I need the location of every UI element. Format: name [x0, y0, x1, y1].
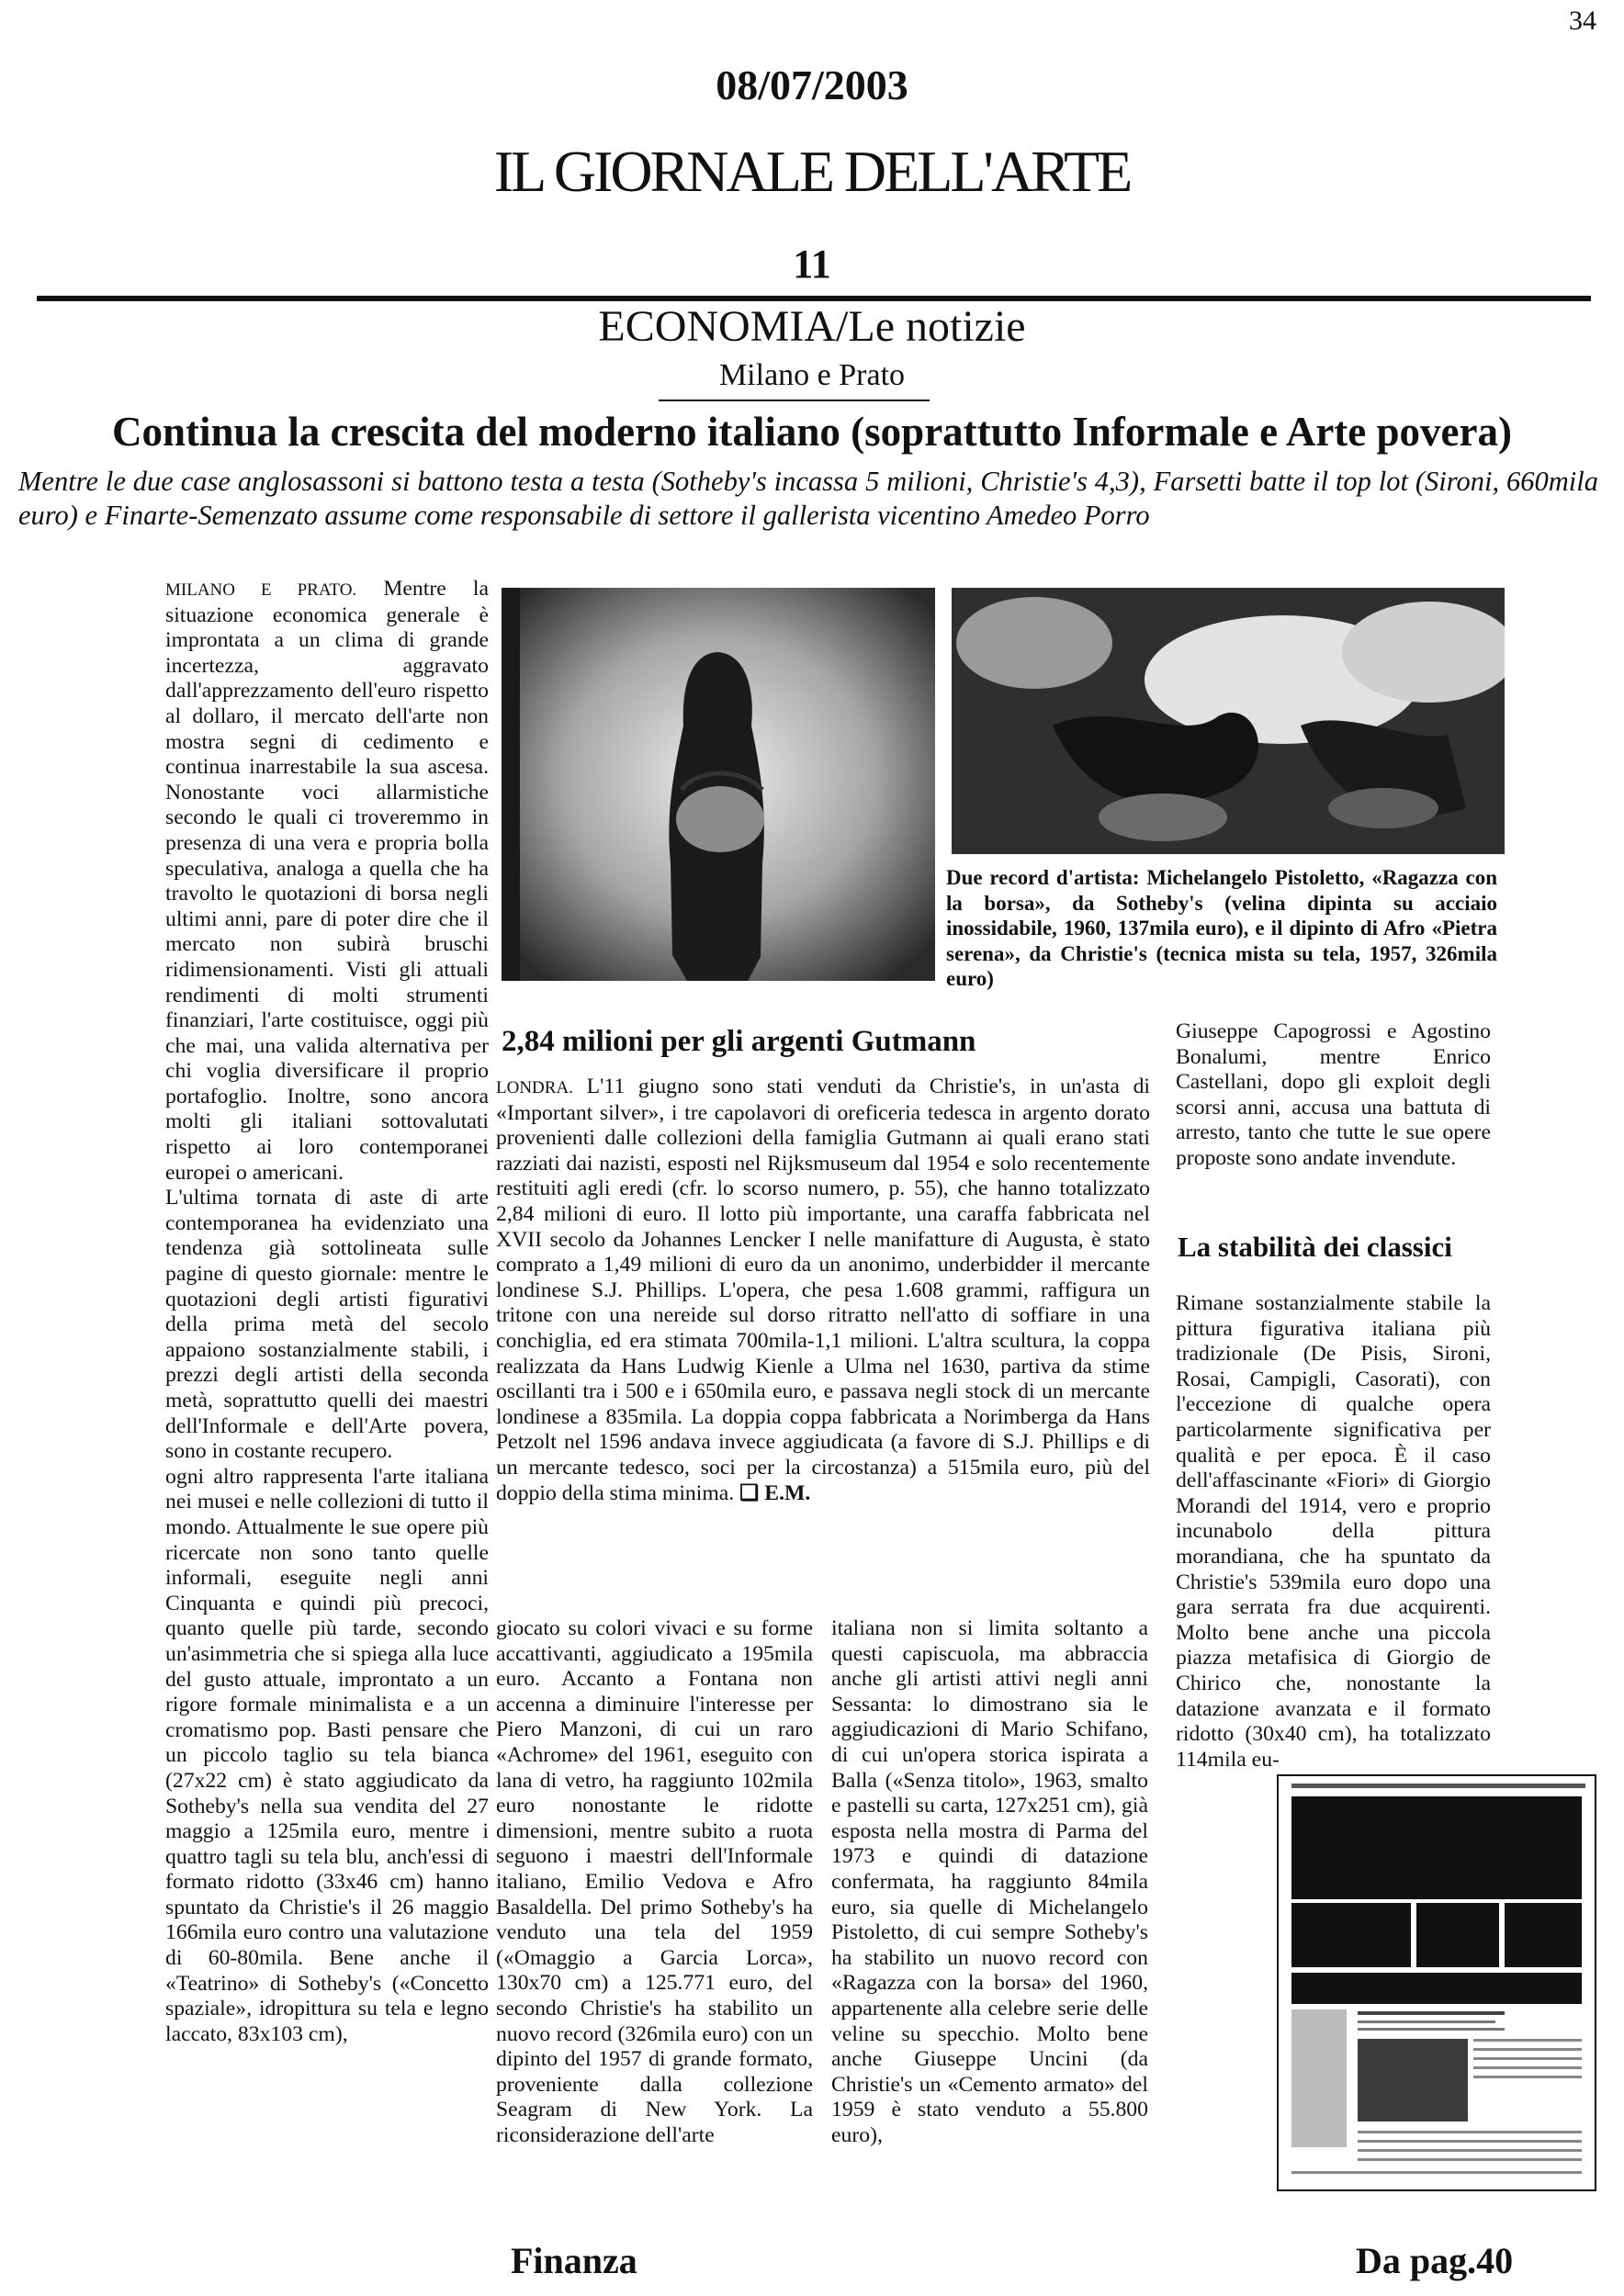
article-paragraph: Rimane sostanzialmente stabile la pittura figurativa italiana più tradizionale (De Pisis, Sironi, Rosai, Campigli, Casorati), con l'eccezione di qualche opera particolarmente significativa per qualità e per epoca. È il caso dell'affascinante «Fiori» di Giorgio Morandi del 1914, vero e proprio incunabolo della pittura morandiana, che ha spuntato da Christie's 539mila euro dopo una gara serrata fra due acquirenti. Molto bene anche una piccola piazza metafisica di Giorgio de Chirico che, nonostante la datazione avanzata e il formato ridotto (30x40 cm), ha totalizzato 114mila eu-	[1176, 1291, 1491, 1772]
newspaper-thumbnail	[1277, 1774, 1596, 2191]
footer-page-reference: Da pag.40	[1356, 2240, 1514, 2281]
footer-section-label: Finanza	[511, 2240, 637, 2281]
section-title: ECONOMIA/Le notizie	[598, 302, 1026, 351]
article-paragraph: italiana non si limita soltanto a questi capiscuola, ma abbraccia anche gli artisti attivi negli anni Sessanta: lo dimostrano sia le aggiudicazioni di Mario Schifano, di cui un'opera storica ispirata a Balla («Senza titolo», 1963, smalto e pastelli su carta, 127x251 cm), già esposta nella mostra di Parma del 1973 e quindi di datazione confermata, ha raggiunto 84mila euro, sia quelle di Michelangelo Pistoletto, di cui sempre Sotheby's ha stabilito un nuovo record con «Ragazza con la borsa» del 1960, appartenente alla celebre serie delle veline su specchio. Molto bene anche Giuseppe Uncini (da Christie's un «Cemento armato» del 1959 è stato venduto a 55.800 euro),	[831, 1616, 1148, 2147]
article-column-2	[496, 1616, 813, 2148]
photo-caption: Due record d'artista: Michelangelo Pistoletto, «Ragazza con la borsa», da Sotheby's (velina dipinta su acciaio inossidabile, 1960, 137mila euro), e il dipinto di Afro «Pietra serena», da Christie's (tecnica mista su tela, 1957, 326mila euro)	[946, 866, 1497, 990]
afro-photo	[952, 588, 1505, 854]
sidebar-text: L'11 giugno sono stati venduti da Christie's, in un'asta di «Important silver», i tre capolavori di oreficeria tedesca in argento dorato provenienti dalle collezioni della famiglia Gutmann ai quali erano stati razziati dai nazisti, esposti nel Rijksmuseum dal 1954 e solo recentemente restituiti agli eredi (cfr. lo scorso numero, p. 55), che hanno totalizzato 2,84 milioni di euro. Il lotto più importante, una caraffa fabbricata nel XVII secolo da Johannes Lencker I nelle manifatture di Augusta, è stato comprato a 1,49 milioni di euro da un anonimo, underbidder il mercante londinese S.J. Phillips. L'opera, che pesa 1.608 grammi, raffigura un tritone con una nereide sul dorso ritratto nell'atto di soffiare in una conchiglia, ed era stimata 700mila-1,1 milioni. L'altra scultura, la coppa realizzata da Hans Ludwig Kienle a Ulma nel 1630, partiva da stime oscillanti tra i 500 e i 650mila euro, e passava negli stock di un mercante londinese a 835mila. La doppia coppa fabbricata a Norimberga da Hans Petzolt nel 1596 andava invece aggiudicata (a favore di S.J. Phillips e di un mercante tedesco, soci per la circostanza) a 515mila euro, più del doppio della stima minima.	[496, 1075, 1151, 1505]
page-number: 34	[1569, 6, 1596, 36]
article-paragraph: ogni altro rappresenta l'arte italiana nei musei e nelle collezioni di tutto il mondo. Attualmente le sue opere più ricercate non sono tanto quelle informali, eseguite negli anni Cinquanta e quindi più precoci, quanto quelle più tarde, secondo un'asimmetria che si spiega alla luce del gusto attuale, improntato a un rigore formale minimalista e a un cromatismo pop. Basti pensare che un piccolo taglio su tela bianca (27x22 cm) è stato aggiudicato da Sotheby's nella sua vendita del 27 maggio a 125mila euro, mentre i quattro tagli su tela blu, anch'essi di formato ridotto (33x46 cm) hanno spuntato da Christie's il 26 maggio 166mila euro contro una valutazione di 60-80mila. Bene anche il «Teatrino» di Sotheby's («Concetto spaziale», idropittura su tela e legno laccato, 83x103 cm),	[165, 1464, 489, 2046]
article-paragraph: Mentre la situazione economica generale è improntata a un clima di grande incertezza, aggravato dall'apprezzamento dell'euro rispetto al dollaro, il mercato dell'arte non mostra segni di cedimento e continua inarrestabile la sua ascesa. Nonostante voci allarmistiche secondo le quali ci troveremmo in presenza di una vera e propria bolla speculativa, analoga a quella che ha travolto le quotazioni di borsa negli ultimi anni, pare di poter dire che il mercato non subirà bruschi ridimensionamenti. Visti gli attuali rendimenti di molti strumenti finanziari, l'arte costituisce, oggi più che mai, una valida alternativa per chi voglia diversificare il proprio portafoglio. Inoltre, sono ancora molti gli italiani sottovalutati rispetto ai loro contemporanei europei o americani.	[165, 577, 490, 1185]
article-paragraph: L'ultima tornata di aste di arte contemporanea ha evidenziato una tendenza già sottolineata sulle pagine di questo giornale: mentre le quotazioni degli artisti figurativi della prima metà del secolo appaiono sostanzialmente stabili, i prezzi degli artisti della seconda metà, soprattutto quelli dei maestri dell'Informale e dell'Arte povera, sono in costante recupero.	[165, 1186, 489, 1464]
sidebar-title: 2,84 milioni per gli argenti Gutmann	[502, 1025, 976, 1058]
masthead: IL GIORNALE DELL'ARTE	[493, 139, 1131, 204]
sidebar-body	[496, 1075, 1150, 1506]
section-number: 11	[793, 242, 831, 287]
subheadline: Mentre le due case anglosassoni si battono testa a testa (Sotheby's incassa 5 milioni, Christie's 4,3), Farsetti batte il top lot (Sironi, 660mila euro) e Finarte-Semenzato assume come responsabile di settore il gallerista vicentino Amedeo Porro	[18, 466, 1598, 531]
article-paragraph: Giuseppe Capogrossi e Agostino Bonalumi, mentre Enrico Castellani, dopo gli exploit degli scorsi anni, accusa una battuta di arresto, tanto che tutte le sue opere proposte sono andate invendute.	[1176, 1019, 1491, 1170]
dateline: MILANO E PRATO.	[165, 580, 357, 600]
location-underline	[659, 400, 930, 401]
location: Milano e Prato	[718, 358, 906, 392]
article-column-3	[831, 1616, 1148, 2148]
sidebar-signature: ❑ E.M.	[739, 1480, 811, 1505]
headline: Continua la crescita del moderno italiano (soprattutto Informale e Arte povera)	[112, 409, 1512, 455]
article-column-1	[165, 577, 489, 2047]
article-column-4b	[1176, 1291, 1491, 1773]
article-paragraph: giocato su colori vivaci e su forme accattivanti, aggiudicato a 195mila euro. Accanto a Fontana non accenna a diminuire l'interesse per Piero Manzoni, di cui un raro «Achrome» del 1961, eseguito con lana di vetro, ha raggiunto 102mila euro nonostante le ridotte dimensioni, mentre subito a ruota seguono i maestri dell'Informale italiano, Emilio Vedova e Afro Basaldella. Del primo Sotheby's ha venduto una tela del 1959 («Omaggio a Garcia Lorca», 130x70 cm) a 125.771 euro, del secondo Christie's ha stabilito un nuovo record (326mila euro) con un dipinto del 1957 di grande formato, proveniente dalla collezione Seagram di New York. La riconsiderazione dell'arte	[496, 1616, 813, 2147]
article-column-4	[1176, 1019, 1491, 1172]
publication-date: 08/07/2003	[716, 62, 908, 108]
stability-subtitle: La stabilità dei classici	[1178, 1231, 1452, 1263]
sidebar-dateline: LONDRA.	[496, 1078, 573, 1097]
pistoletto-photo	[502, 588, 935, 981]
